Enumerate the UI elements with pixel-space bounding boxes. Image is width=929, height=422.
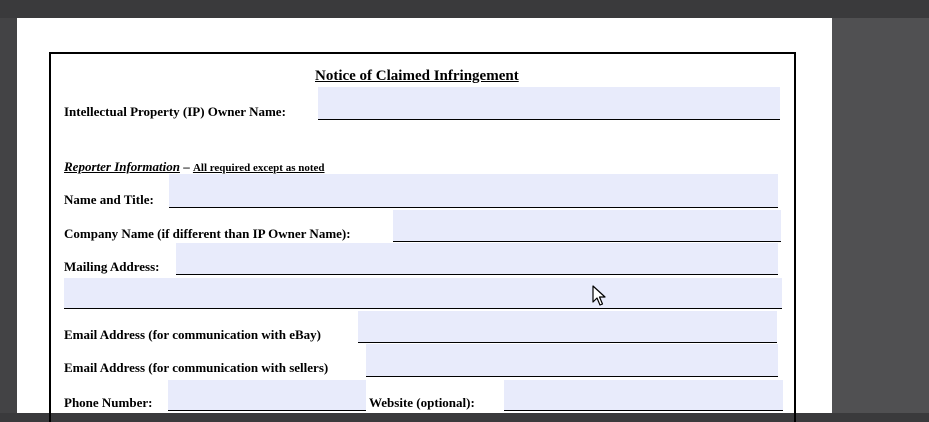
form-title: Notice of Claimed Infringement bbox=[315, 68, 519, 84]
email-ebay-field[interactable] bbox=[358, 311, 777, 343]
email-ebay-label: Email Address (for communication with eBay) bbox=[64, 327, 321, 342]
mailing-address-label: Mailing Address: bbox=[64, 259, 160, 274]
ip-owner-label: Intellectual Property (IP) Owner Name: bbox=[64, 104, 286, 119]
mouse-pointer-icon bbox=[592, 285, 608, 307]
reporter-info-dash: – bbox=[179, 159, 193, 174]
phone-field[interactable] bbox=[168, 380, 366, 411]
mailing-address-field-1[interactable] bbox=[176, 243, 778, 275]
email-sellers-label: Email Address (for communication with sellers) bbox=[64, 360, 329, 375]
ip-owner-field[interactable] bbox=[318, 87, 780, 120]
website-label: Website (optional): bbox=[369, 395, 475, 410]
viewer-right-gutter bbox=[832, 18, 929, 413]
name-title-field[interactable] bbox=[169, 174, 778, 208]
email-sellers-field[interactable] bbox=[366, 344, 778, 377]
reporter-info-note: All required except as noted bbox=[192, 162, 325, 174]
name-title-label: Name and Title: bbox=[64, 192, 154, 207]
mailing-address-field-2[interactable] bbox=[64, 278, 782, 309]
company-label: Company Name (if different than IP Owner Name): bbox=[64, 226, 351, 241]
website-field[interactable] bbox=[504, 380, 783, 411]
company-field[interactable] bbox=[393, 210, 781, 242]
viewer-toolbar bbox=[0, 0, 929, 18]
phone-label: Phone Number: bbox=[64, 395, 153, 410]
reporter-info-title: Reporter Information bbox=[64, 159, 180, 174]
